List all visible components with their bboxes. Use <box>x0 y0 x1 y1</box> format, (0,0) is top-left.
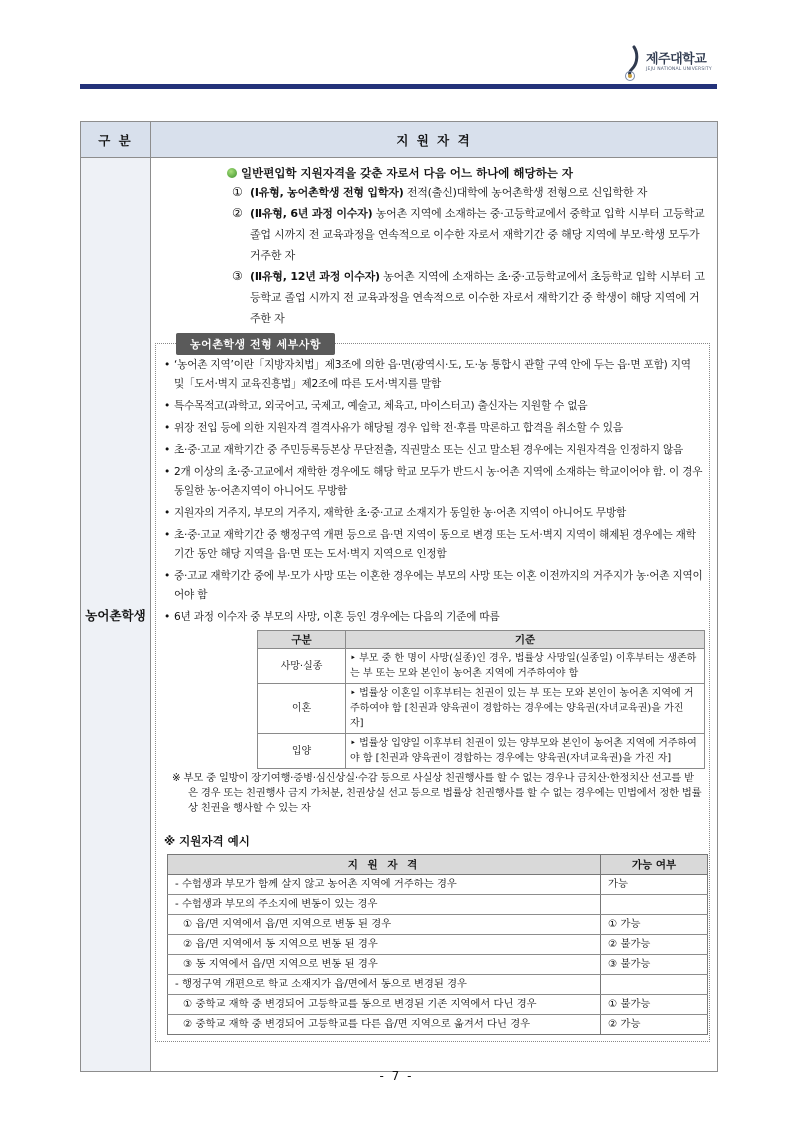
examples-header-possible: 가능 여부 <box>601 855 708 875</box>
detail-label: 농어촌학생 전형 세부사항 <box>176 333 335 355</box>
content-cell <box>151 158 718 1072</box>
bullet-dot-icon: • <box>164 529 171 541</box>
criteria-standard: ‣ 법률상 입양일 이후부터 친권이 있는 양부모와 본인이 농어촌 지역에 거주하여야 함 [친권과 양육권이 경합하는 경우에는 양육권(자녀교육권)을 가진 자] <box>346 734 705 769</box>
detail-box <box>155 338 710 1042</box>
detail-bullets <box>164 356 703 627</box>
qualification-item <box>232 266 708 329</box>
logo-emblem-icon <box>622 45 642 81</box>
page-number: - 7 - <box>379 1069 414 1083</box>
bullet-text: 6년 과정 이수자 중 부모의 사망, 이혼 등인 경우에는 다음의 기준에 따름 <box>174 611 500 623</box>
qualification-item <box>232 203 708 266</box>
item-type: (Ⅱ유형, 12년 과정 이수자) <box>250 270 380 283</box>
example-row <box>168 975 708 995</box>
detail-bullet <box>164 397 703 416</box>
bullet-text: 지원자의 거주지, 부모의 거주지, 재학한 초‧중‧고교 소재지가 동일한 농‧어촌 지역이 아니어도 무방함 <box>174 507 627 519</box>
example-possible: ② 가능 <box>601 1015 708 1035</box>
criteria-standard: ‣ 법률상 이혼일 이후부터는 친권이 있는 부 또는 모와 본인이 농어촌 지역에 거주하여야 함 [친권과 양육권이 경합하는 경우에는 양육권(자녀교육권)을 가진 자] <box>346 684 705 734</box>
criteria-standard: ‣ 부모 중 한 명이 사망(실종)인 경우, 법률상 사망일(실종일) 이후부터는 생존하는 부 또는 모와 본인이 농어촌 지역에 거주하여야 함 <box>346 649 705 684</box>
example-qualification: ② 읍/면 지역에서 동 지역으로 변동 된 경우 <box>168 935 601 955</box>
logo-name-ko: 제주대학교 <box>646 52 707 67</box>
globe-bullet-icon <box>227 168 237 178</box>
item-number: ① <box>232 185 243 199</box>
criteria-category: 사망‧실종 <box>258 649 346 684</box>
category-cell: 농어촌학생 <box>81 158 151 1072</box>
criteria-row <box>258 684 705 734</box>
criteria-category: 입양 <box>258 734 346 769</box>
examples-table <box>167 854 708 1035</box>
bullet-text: 특수목적고(과학고, 외국어고, 국제고, 예술고, 체육고, 마이스터고) 출신자는 지원할 수 없음 <box>174 400 588 412</box>
example-possible: ③ 불가능 <box>601 955 708 975</box>
guardian-note: ※ 부모 중 일방이 장기여행‧증병‧심신상실‧수감 등으로 사실상 친권행사를 할 수 없는 경우나 금치산‧한정치산 선고를 받은 경우 또는 친권행사 금지 가처분, 친권상실 선고 등으로 법률상 친권행사를 할 수 없는 경우에는 민법에서 정한 법률상 친권을 행사할 수 있는 자 <box>172 772 702 814</box>
example-possible <box>601 975 708 995</box>
header-bar <box>80 84 717 89</box>
criteria-header-category: 구분 <box>258 631 346 649</box>
bullet-text: 2개 이상의 초‧중‧고교에서 재학한 경우에도 해당 학교 모두가 반드시 농‧어촌 지역에 소재하는 학교이어야 함. 이 경우 동일한 농‧어촌지역이 아니어도 무방함 <box>174 466 703 497</box>
example-row <box>168 955 708 975</box>
criteria-header-standard: 기준 <box>346 631 705 649</box>
examples-header-qualification: 지 원 자 격 <box>168 855 601 875</box>
bullet-text: ‘농어촌 지역’이란「지방자치법」제3조에 의한 읍‧면(광역시‧도, 도‧농 통합시 관할 구역 안에 두는 읍‧면 포함) 지역 및「도서‧벽지 교육진흥법」제2조에 따른 도서‧벽지를 말함 <box>174 359 691 390</box>
detail-bullet <box>164 504 703 523</box>
detail-bullet <box>164 608 703 627</box>
bullet-dot-icon: • <box>164 422 171 434</box>
bullet-dot-icon: • <box>164 570 171 582</box>
example-qualification: - 수험생과 부모의 주소지에 변동이 있는 경우 <box>168 895 601 915</box>
header-category: 구 분 <box>81 122 151 158</box>
example-qualification: ① 읍/면 지역에서 읍/면 지역으로 변동 된 경우 <box>168 915 601 935</box>
example-row <box>168 915 708 935</box>
qualification-item <box>232 182 708 203</box>
detail-bullet <box>164 419 703 438</box>
example-qualification: - 행정구역 개편으로 학교 소재지가 읍/면에서 동으로 변경된 경우 <box>168 975 601 995</box>
detail-bullet <box>164 441 703 460</box>
qualification-table <box>80 121 718 1072</box>
example-possible: ② 불가능 <box>601 935 708 955</box>
qualification-items <box>227 182 708 329</box>
example-row <box>168 995 708 1015</box>
bullet-text: 위장 전입 등에 의한 지원자격 결격사유가 해당될 경우 입학 전‧후를 막론하고 합격을 취소할 수 있음 <box>174 422 623 434</box>
example-qualification: ② 중학교 재학 중 변경되어 고등학교를 다른 읍/면 지역으로 옮겨서 다닌 경우 <box>168 1015 601 1035</box>
bullet-text: 초‧중‧고교 재학기간 중 주민등록등본상 무단전출, 직권말소 또는 신고 말소된 경우에는 지원자격을 인정하지 않음 <box>174 444 684 456</box>
item-type: (Ⅱ유형, 6년 과정 이수자) <box>250 207 373 220</box>
detail-bullet <box>164 567 703 605</box>
criteria-table <box>257 630 705 769</box>
item-description: 농어촌 지역에 소재하는 초‧중‧고등학교에서 초등학교 입학 시부터 고등학교 졸업 시까지 전 교육과정을 연속적으로 이수한 자로서 재학기간 중 학생이 해당 지역에 거주한 자 <box>250 270 705 325</box>
item-number: ③ <box>232 269 243 283</box>
university-logo <box>622 45 712 81</box>
detail-bullet <box>164 526 703 564</box>
item-description: 농어촌 지역에 소재하는 중‧고등학교에서 중학교 입학 시부터 고등학교 졸업 시까지 전 교육과정을 연속적으로 이수한 자로서 재학기간 중 해당 지역에 부모‧학생 모두가 거주한 자 <box>250 207 705 262</box>
criteria-category: 이혼 <box>258 684 346 734</box>
example-qualification: ① 중학교 재학 중 변경되어 고등학교를 동으로 변경된 기존 지역에서 다닌 경우 <box>168 995 601 1015</box>
detail-bullet <box>164 356 703 394</box>
bullet-dot-icon: • <box>164 466 171 478</box>
logo-name-en: JEJU NATIONAL UNIVERSITY <box>646 67 712 72</box>
bullet-dot-icon: • <box>164 611 171 623</box>
criteria-row <box>258 734 705 769</box>
bullet-dot-icon: • <box>164 444 171 456</box>
item-description: 전적(출신)대학에 농어촌학생 전형으로 신입학한 자 <box>403 186 648 199</box>
intro-line: 일반편입학 지원자격을 갖춘 자로서 다음 어느 하나에 해당하는 자 <box>227 164 708 182</box>
item-text <box>250 266 708 329</box>
example-row <box>168 935 708 955</box>
item-number: ② <box>232 206 243 220</box>
example-row <box>168 895 708 915</box>
bullet-dot-icon: • <box>164 400 171 412</box>
example-possible: ① 가능 <box>601 915 708 935</box>
bullet-dot-icon: • <box>164 507 171 519</box>
example-qualification: - 수험생과 부모가 함께 살지 않고 농어촌 지역에 거주하는 경우 <box>168 875 601 895</box>
item-text <box>250 182 647 203</box>
examples-title: ※ 지원자격 예시 <box>164 834 250 848</box>
criteria-row <box>258 649 705 684</box>
bullet-dot-icon: • <box>164 359 171 371</box>
example-qualification: ③ 동 지역에서 읍/면 지역으로 변동 된 경우 <box>168 955 601 975</box>
example-possible <box>601 895 708 915</box>
detail-bullet <box>164 463 703 501</box>
example-possible: ① 불가능 <box>601 995 708 1015</box>
bullet-text: 초‧중‧고교 재학기간 중 행정구역 개편 등으로 읍‧면 지역이 동으로 변경 또는 도서‧벽지 지역이 해제된 경우에는 재학기간 동안 해당 지역을 읍‧면 또는 도서‧벽지 지역으로 인정함 <box>174 529 696 560</box>
example-row <box>168 875 708 895</box>
header-qualification: 지 원 자 격 <box>151 122 718 158</box>
item-text <box>250 203 708 266</box>
example-possible: 가능 <box>601 875 708 895</box>
bullet-text: 중‧고교 재학기간 중에 부‧모가 사망 또는 이혼한 경우에는 부모의 사망 또는 이혼 이전까지의 거주지가 농‧어촌 지역이어야 함 <box>174 570 703 601</box>
example-row <box>168 1015 708 1035</box>
item-type: (Ⅰ유형, 농어촌학생 전형 입학자) <box>250 186 404 199</box>
